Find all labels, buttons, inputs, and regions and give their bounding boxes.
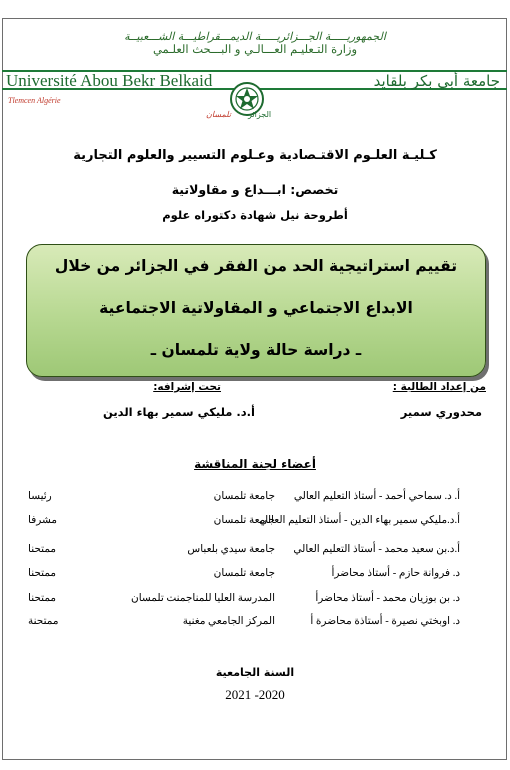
jury-row <box>0 514 510 530</box>
jury-member-university: المدرسة العليا للمناجمنت تلمسان <box>131 593 275 604</box>
jury-member-name: أ.د.مليكي سمير بهاء الدين - أستاذ التعليم العالي <box>259 515 460 526</box>
jury-member-role: ممتحنة <box>28 616 59 627</box>
thesis-title-line-2: الابداع الاجتماعي و المقاولاتية الاجتماعية <box>99 299 413 317</box>
jury-member-role: ممتحنا <box>28 544 57 555</box>
prepared-by-label: من إعداد الطالبة : <box>392 381 486 393</box>
specialty: تخصص: ابـــداع و مقاولاتية <box>171 182 339 197</box>
jury-row <box>0 543 510 559</box>
jury-member-role: ممتحنا <box>28 568 57 579</box>
jury-member-university: المركز الجامعي مغنية <box>182 616 275 627</box>
supervisor-name: أ.د. مليكي سمير بهاء الدين <box>103 405 255 419</box>
jury-row <box>0 490 510 506</box>
jury-member-name: د. اوبختي نصيرة - أستاذة محاضرة أ <box>310 616 460 627</box>
university-city-fr: Tlemcen Algérie <box>8 96 61 105</box>
jury-member-name: أ. د. سماحي أحمد - أستاذ التعليم العالي <box>293 491 460 502</box>
supervised-by-label: تحت إشرافه: <box>153 381 221 393</box>
logo-caption-city: تلمسان <box>206 110 231 119</box>
header-block <box>0 30 510 56</box>
student-name: محدوري سمير <box>400 405 482 419</box>
thesis-title-line-1: تقييم استراتيجية الحد من الفقر في الجزائر من خلال <box>54 257 458 275</box>
jury-row <box>0 615 510 631</box>
thesis-title-line-3: ـ دراسة حالة ولاية تلمسان ـ <box>150 341 362 359</box>
jury-member-university: جامعة تلمسان <box>213 568 275 579</box>
thesis-type: أطروحة نيل شهادة دكتوراه علوم <box>162 208 348 222</box>
jury-member-name: أ.د.بن سعيد محمد - أستاذ التعليم العالي <box>293 544 460 555</box>
jury-member-name: د. بن بوزيان محمد - أستاذ محاضرأ <box>315 593 460 604</box>
university-name-fr: Université Abou Bekr Belkaid <box>6 71 213 90</box>
jury-member-role: مشرفا <box>28 515 58 526</box>
jury-member-university: جامعة سيدي بلعباس <box>187 544 275 555</box>
jury-member-university: جامعة تلمسان <box>213 515 275 526</box>
jury-member-role: رئيسا <box>28 491 52 502</box>
jury-row <box>0 592 510 608</box>
jury-member-name: د. فروانة حازم - أستاذ محاضرأ <box>331 568 460 579</box>
jury-member-university: جامعة تلمسان <box>213 491 275 502</box>
university-name-ar: جامعة أبي بكر بلقايد <box>373 72 500 90</box>
jury-heading: أعضاء لجنة المناقشة <box>194 457 316 471</box>
academic-year-label: السنة الجامعية <box>215 666 295 679</box>
jury-row <box>0 567 510 583</box>
academic-year: 2021 -2020 <box>225 687 285 702</box>
republic-line: الجمهوريـــــة الجـــزائريـــــة الديمـــقراطيـــة الشـــعبيــة <box>124 30 386 43</box>
jury-member-role: ممتحنا <box>28 593 57 604</box>
logo-caption-country: الجزائر <box>248 110 272 119</box>
ministry-line: وزارة التـعليـم العـــالـي و البـــحث العلـمي <box>152 42 358 56</box>
faculty-name: كـليـة العلـوم الاقتـصادية وعـلوم التسيير والعلوم التجارية <box>73 148 437 163</box>
